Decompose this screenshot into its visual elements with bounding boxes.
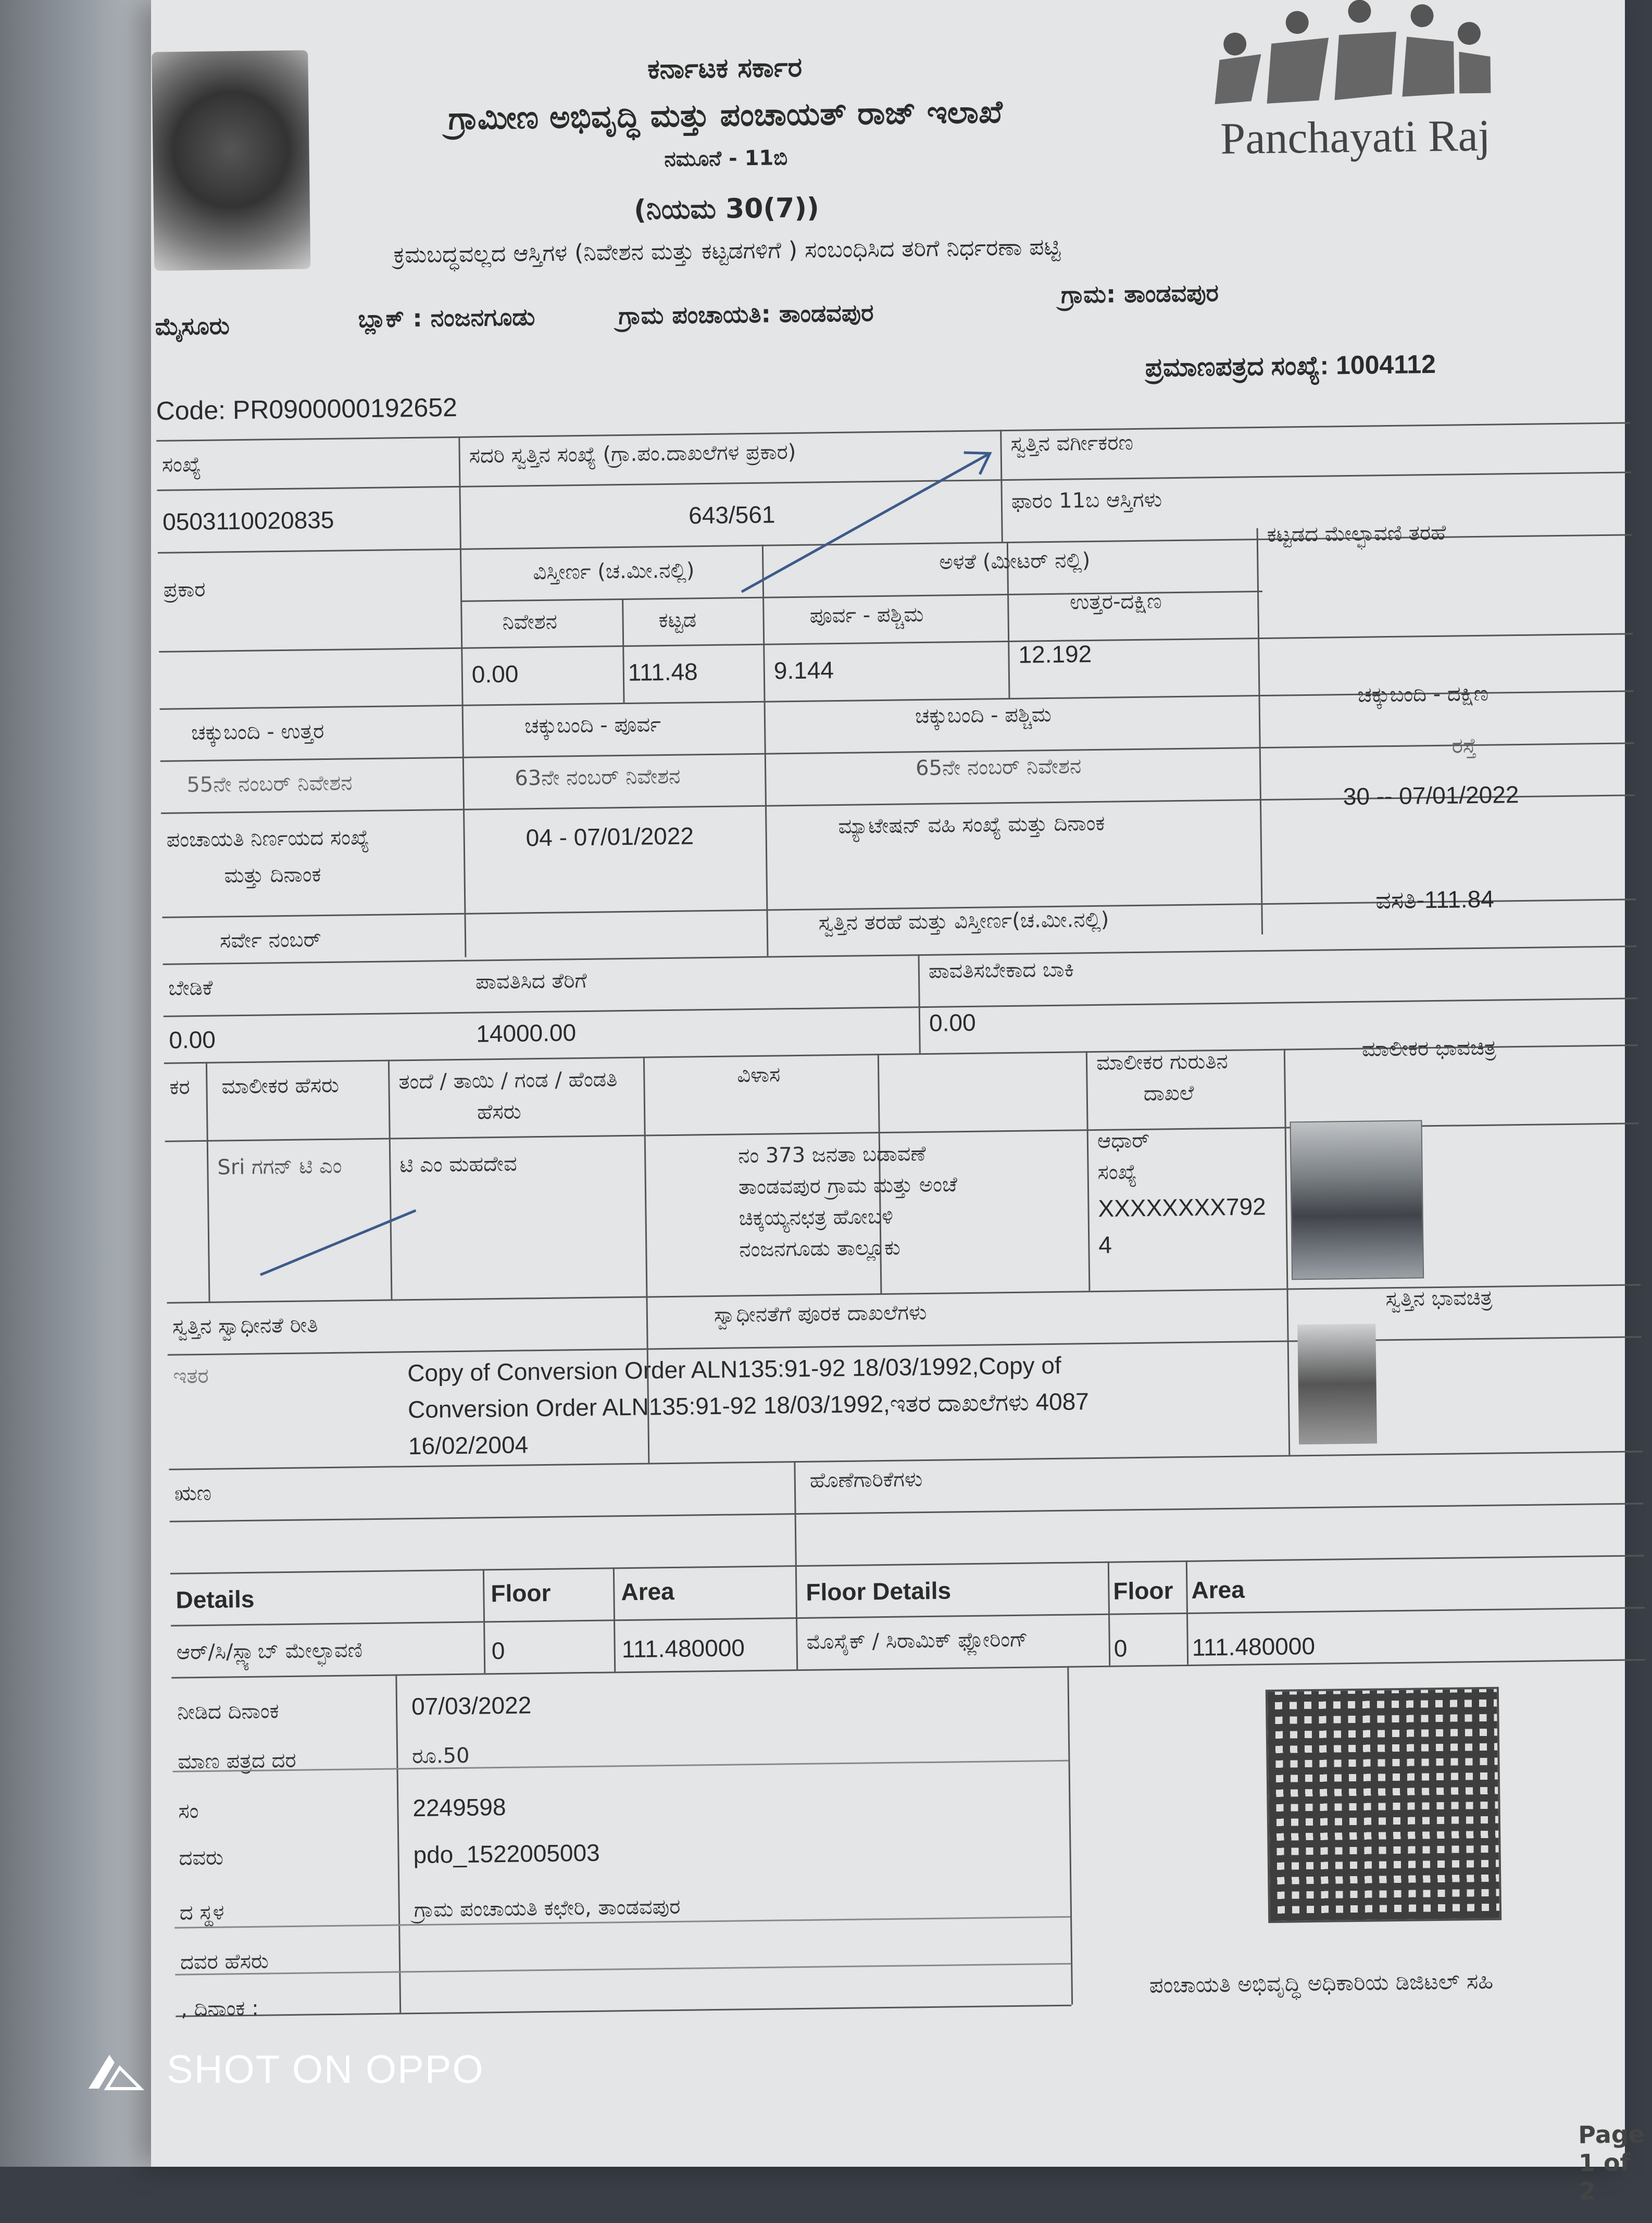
issue-label-6: ದವರ ಹೆಸರು [180,1949,269,1975]
label-classification: ಸ್ವತ್ತಿನ ವರ್ಗೀಕರಣ [1010,431,1134,456]
owner-address-line-2: ತಾಂಡವಪುರ ಗ್ರಾಮ ಮತ್ತು ಅಂಚೆ [738,1172,958,1200]
issue-value-5: ಗ್ರಾಮ ಪಂಚಾಯತಿ ಕಛೇರಿ, ತಾಂಡವಪುರ [414,1894,681,1922]
label-boundary-south: ಚಕ್ಕುಬಂದಿ - ದಕ್ಷಿಣ [1357,681,1489,707]
property-photo [1297,1323,1377,1444]
boundary-north: 55ನೇ ನಂಬರ್ ನಿವೇಶನ [186,771,353,797]
pen-mark-tick [254,1205,422,1280]
header-state: ಕರ್ನಾಟಕ ಸರ್ಕಾರ [647,52,803,85]
issue-label-3: ಸಂ [178,1799,199,1824]
document-page [151,0,1645,2205]
issue-label-2: ಮಾಣ ಪತ್ರದ ದರ [178,1748,296,1774]
north-south-length: 12.192 [1018,640,1092,668]
header-form: ನಮೂನೆ - 11ಬಿ [664,146,788,171]
owner-id-line-4: 4 [1098,1231,1112,1258]
issue-label-4: ದವರು [179,1845,224,1870]
label-building: ಕಟ್ಟಡ [658,608,697,633]
col-relation: ತಂದೆ / ತಾಯಿ / ಗಂಡ / ಹೆಂಡತಿ [398,1067,618,1094]
page-number: Page 1 of 2 [1578,2120,1645,2205]
issue-value-4: pdo_1522005003 [413,1839,600,1869]
label-measure: ಅಳತೆ (ಮೀಟರ್ ನಲ್ಲಿ) [939,548,1091,575]
label-boundary-east: ಚಕ್ಕುಬಂದಿ - ಪೂರ್ವ [524,713,661,739]
header-department: ಗ್ರಾಮೀಣ ಅಭಿವೃದ್ಧಿ ಮತ್ತು ಪಂಚಾಯತ್ ರಾಜ್ ಇಲಾಖೆ [448,94,1003,138]
certificate-number: ಪ್ರಮಾಣಪತ್ರದ ಸಂಖ್ಯೆ: 1004112 [1145,349,1436,382]
col-owner-id: ಮಾಲೀಕರ ಗುರುತಿನ [1096,1049,1229,1075]
issue-value-3: 2249598 [412,1793,506,1822]
floor-right-area: 111.480000 [1192,1632,1316,1661]
label-survey-number: ಸರ್ವೇ ನಂಬರ್ [219,928,321,953]
issue-label-5: ದ ಸ್ಥಳ [179,1900,224,1925]
col-owner-photo: ಮಾಲೀಕರ ಭಾವಚಿತ್ರ [1361,1035,1496,1061]
property-id: 0503110020835 [162,506,334,535]
header-rule: (ನಿಯಮ 30(7)) [633,192,820,226]
floor-header-floor: Floor [491,1579,551,1607]
label-boundary-north: ಚಕ್ಕುಬಂದಿ - ಉತ್ತರ [191,719,324,745]
oppo-logo-icon [83,2050,146,2091]
label-paid-tax: ಪಾವತಿಸಿದ ತೆರಿಗೆ [475,968,587,994]
owner-address-line-4: ನಂಜನಗೂಡು ತಾಲ್ಲೂಕು [739,1235,901,1262]
label-north-south: ಉತ್ತರ-ದಕ್ಷಿಣ [1069,589,1162,615]
east-west-length: 9.144 [773,656,834,684]
gp-label: ಗ್ರಾಮ ಪಂಚಾಯತಿ: ತಾಂಡವಪುರ [618,298,874,330]
docs-line-2: Conversion Order ALN135:91-92 18/03/1992,ಇತರ ದಾಖಲೆಗಳು 4087 [407,1388,1090,1423]
type-area-value: ವಸತಿ-111.84 [1375,885,1495,914]
label-boundary-west: ಚಕ್ಕುಬಂದಿ - ಪಶ್ಚಿಮ [915,702,1052,729]
code-text: Code: PR0900000192652 [156,392,458,426]
owner-address-line-3: ಚಿಕ್ಕಯ್ಯನಛತ್ರ ಹೋಬಳಿ [739,1204,894,1231]
camera-watermark: SHOT ON OPPO [167,2047,484,2092]
digital-signature-note: ಪಂಚಾಯತಿ ಅಭಿವೃದ್ಧಿ ಅಧಿಕಾರಿಯ ಡಿಜಿಟಲ್ ಸಹಿ [1149,1968,1494,1998]
boundary-south: ರಸ್ತೆ [1451,734,1477,758]
owner-name: Sri ಗಗನ್ ಟಿ ಎಂ [217,1154,342,1180]
owner-address-line-1: ನಂ 373 ಜನತಾ ಬಡಾವಣೆ [737,1141,926,1168]
label-ownership-mode: ಸ್ವತ್ತಿನ ಸ್ವಾಧೀನತೆ ರೀತಿ [172,1313,318,1339]
label-gp-resolution-date: ಮತ್ತು ದಿನಾಂಕ [224,863,321,888]
boundary-east: 63ನೇ ನಂಬರ್ ನಿವೇಶನ [515,764,681,791]
label-east-west: ಪೂರ್ವ - ಪಶ್ಚಿಮ [809,602,924,628]
gp-resolution-value: 04 - 07/01/2022 [525,822,694,852]
col-owner-id-2: ದಾಖಲೆ [1143,1081,1194,1106]
floor-header-details: Details [176,1585,255,1614]
floor-right-floor: 0 [1113,1634,1128,1662]
pen-mark-arrow [735,448,997,597]
label-liabilities: ಹೊಣೆಗಾರಿಕೆಗಳು [809,1467,923,1493]
label-debt: ಋಣ [174,1481,212,1506]
building-area: 111.48 [628,658,698,686]
owner-id-line-3: XXXXXXXX792 [1098,1193,1266,1222]
floor-header-area: Area [621,1577,675,1606]
label-property-number: ಸದರಿ ಸ್ವತ್ತಿನ ಸಂಖ್ಯೆ (ಗ್ರಾ.ಪಂ.ದಾಖಲೆಗಳ ಪ್ರಕಾರ) [469,440,796,468]
label-supporting-docs: ಸ್ವಾಧೀನತೆಗೆ ಪೂರಕ ದಾಖಲೆಗಳು [714,1300,927,1327]
label-number: ಸಂಖ್ಯೆ [161,452,202,477]
floor-header-floor-details: Floor Details [806,1577,952,1606]
owner-id-line-1: ಆಧಾರ್ [1097,1128,1150,1153]
boundary-west: 65ನೇ ನಂಬರ್ ನಿವೇಶನ [915,754,1082,781]
tax-demand: 0.00 [169,1026,216,1054]
label-demand: ಬೇಡಿಕೆ [168,976,213,1001]
taluk-label: ಬ್ಲಾಕ್ : ನಂಜನಗೂಡು [358,303,535,333]
site-area: 0.00 [471,660,519,688]
issue-value-1: 07/03/2022 [411,1691,532,1720]
document-sheet [151,0,1651,2205]
mutation-value: 30 -- 07/01/2022 [1343,781,1519,810]
floor-left-detail: ಆರ್/ಸಿ/ಸ್ಲ್ಯಾಬ್ ಮೇಲ್ಛಾವಣಿ [176,1638,363,1665]
property-number: 643/561 [688,501,775,529]
issue-value-2: ರೂ.50 [411,1743,470,1769]
label-gp-resolution: ಪಂಚಾಯತಿ ನಿರ್ಣಯದ ಸಂಖ್ಯೆ [166,826,370,852]
tax-paid: 14000.00 [475,1019,577,1047]
issue-label-7: , ದಿನಾಂಕ : [180,1996,259,2021]
photo-background-edge [0,0,172,2167]
floor-left-area: 111.480000 [621,1634,745,1663]
floor-left-floor: 0 [491,1637,505,1665]
label-area: ವಿಸ್ತೀರ್ಣ (ಚ.ಮೀ.ನಲ್ಲಿ) [533,558,695,585]
label-mutation: ಮ್ಯಾಟೇಷನ್ ವಹಿ ಸಂಖ್ಯೆ ಮತ್ತು ದಿನಾಂಕ [838,811,1105,839]
qr-code [1266,1687,1501,1923]
label-balance: ಪಾವತಿಸಬೇಕಾದ ಬಾಕಿ [928,957,1074,983]
ownership-mode: ಇತರ [173,1364,209,1389]
label-roof-type: ಕಟ್ಟಡದ ಮೇಲ್ಛಾವಣಿ ತರಹೆ [1267,520,1446,547]
owner-id-line-2: ಸಂಖ್ಯೆ [1097,1160,1137,1184]
logo-text: Panchayati Raj [1220,110,1491,164]
docs-line-1: Copy of Conversion Order ALN135:91-92 18/03/1992,Copy of [407,1351,1062,1387]
col-address: ವಿಳಾಸ [737,1063,781,1088]
label-type: ಪ್ರಕಾರ [163,577,206,602]
label-site: ನಿವೇಶನ [502,609,558,634]
property-class: ಫಾರಂ 11ಬ ಆಸ್ತಿಗಳು [1011,488,1162,514]
village-label: ಗ್ರಾಮ: ತಾಂಡವಪುರ [1060,278,1219,309]
owner-relation: ಟಿ ಎಂ ಮಹದೇವ [399,1152,517,1178]
col-relation-2: ಹೆಸರು [477,1100,521,1125]
label-property-photo: ಸ್ವತ್ತಿನ ಭಾವಚಿತ್ರ [1385,1285,1493,1312]
floor-right-detail: ಮೊಸೈಕ್ / ಸಿರಾಮಿಕ್ ಫ್ಲೋರಿಂಗ್ [806,1627,1028,1654]
floor-header-area-2: Area [1191,1576,1245,1604]
col-owner-name: ಮಾಲೀಕರ ಹೆಸರು [221,1073,340,1099]
tax-balance: 0.00 [929,1008,976,1036]
label-type-area: ಸ್ವತ್ತಿನ ತರಹೆ ಮತ್ತು ವಿಸ್ತೀರ್ಣ(ಚ.ಮೀ.ನಲ್ಲಿ) [818,907,1109,935]
issue-label-1: ನೀಡಿದ ದಿನಾಂಕ [177,1699,279,1725]
docs-line-3: 16/02/2004 [408,1431,529,1460]
owner-photo [1290,1120,1424,1280]
district-label: ಮೈಸೂರು [155,311,230,341]
col-sl: ಕರ [169,1075,190,1100]
floor-header-floor-2: Floor [1113,1577,1173,1605]
header-subtitle: ಕ್ರಮಬದ್ಧವಲ್ಲದ ಆಸ್ತಿಗಳ (ನಿವೇಶನ ಮತ್ತು ಕಟ್ಟಡಗಳಿಗೆ ) ಸಂಬಂಧಿಸಿದ ತರಿಗೆ ನಿರ್ಧರಣಾ ಪಟ್ಟಿ [393,233,1061,269]
